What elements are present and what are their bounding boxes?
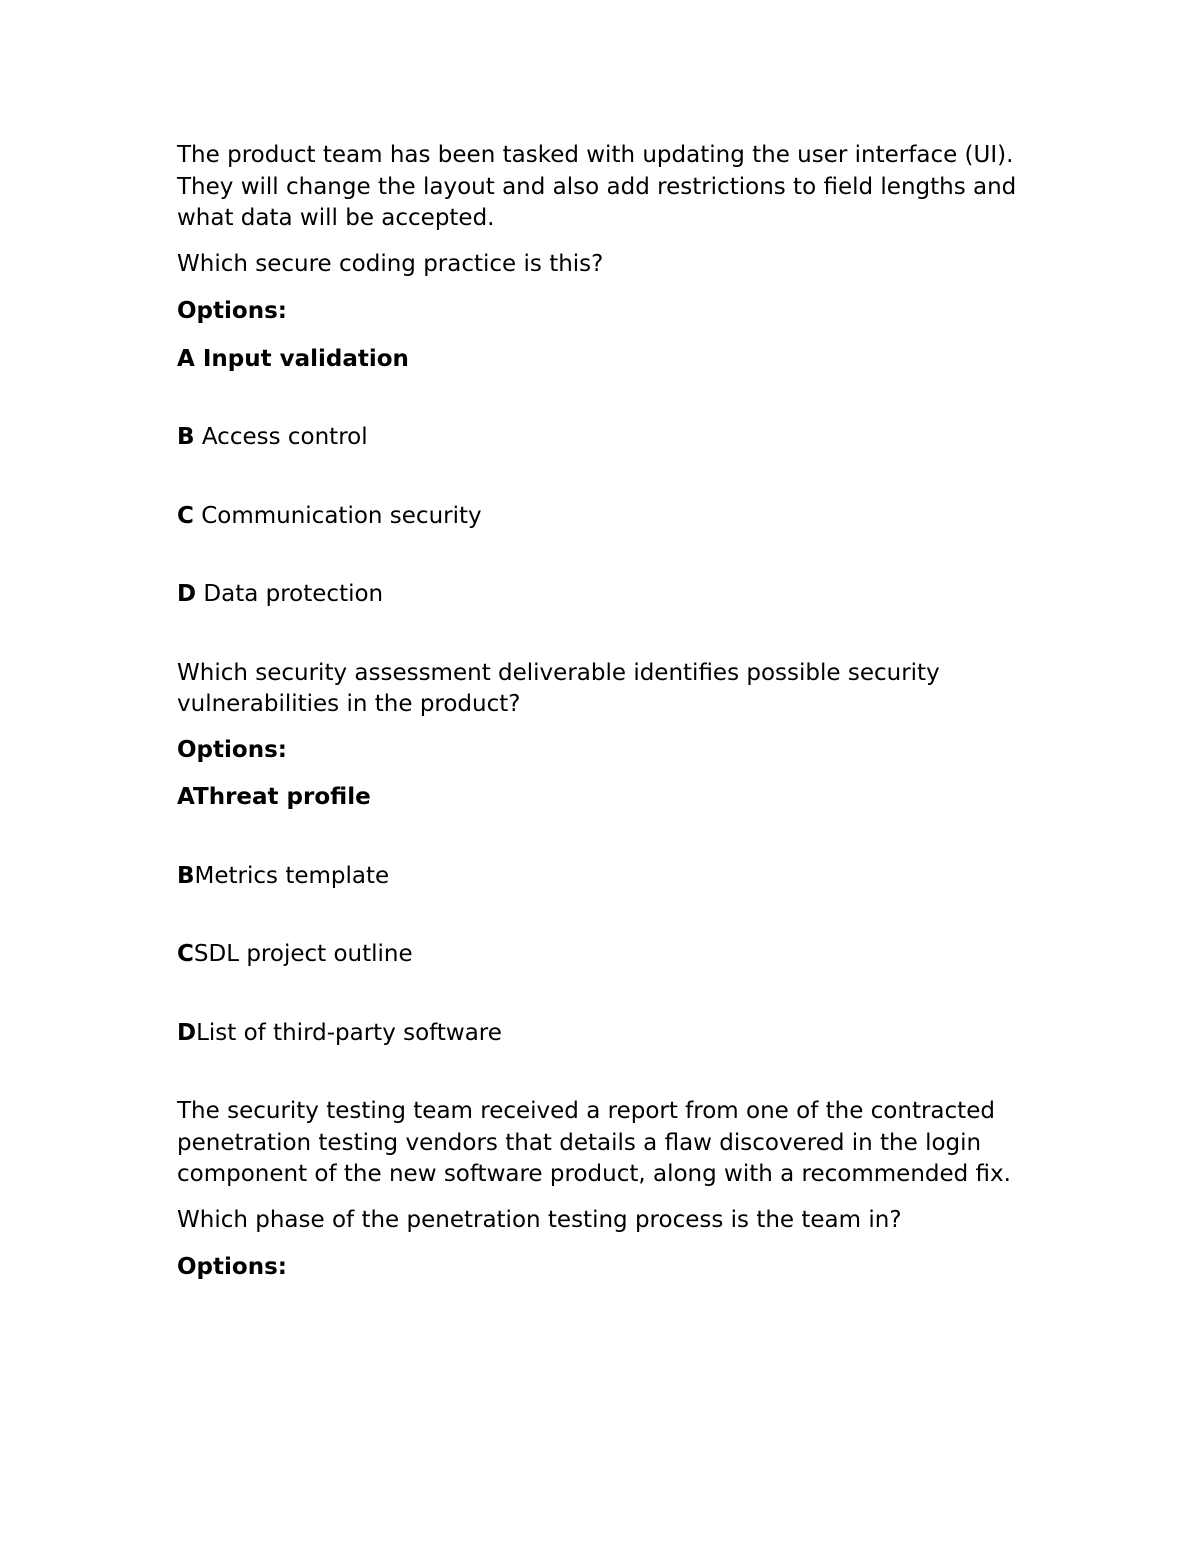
question-2-option-b — [177, 861, 1037, 893]
question-2-stem: Which security assessment deliverable identifies possible security vulnerabilities in the product? — [177, 659, 940, 717]
option-text: Threat profile — [193, 784, 371, 810]
question-1-option-a — [177, 344, 1037, 376]
question-3-prompt: Which phase of the penetration testing process is the team in? — [177, 1206, 902, 1233]
option-letter: B — [177, 862, 195, 889]
question-1-prompt: Which secure coding practice is this? — [177, 250, 604, 277]
question-2-option-d — [177, 1018, 1037, 1050]
option-text: Communication security — [193, 502, 482, 529]
question-2-options-label: Options: — [177, 736, 287, 763]
option-letter: A — [177, 345, 203, 372]
option-letter: C — [177, 941, 194, 967]
option-letter: C — [177, 502, 194, 529]
question-1-option-c — [177, 501, 1037, 533]
question-3-options-label: Options: — [177, 1254, 287, 1280]
option-text: SDL project outline — [193, 941, 413, 967]
question-1-option-b — [177, 422, 1037, 454]
option-letter: B — [177, 424, 195, 450]
question-1-options-label: Options: — [177, 298, 287, 324]
question-1-option-d — [177, 579, 1037, 611]
question-1-stem: The product team has been tasked with updating the user interface (UI). They will change the layout and also add restrictions to field lengths and what data will be accepted. — [177, 142, 1017, 231]
document-page — [177, 140, 1037, 1300]
question-2-option-a — [177, 782, 1037, 814]
question-1 — [177, 140, 1037, 611]
option-letter: D — [177, 1019, 197, 1046]
question-2 — [177, 658, 1037, 1050]
option-text: Metrics template — [194, 862, 390, 889]
option-letter: D — [177, 581, 197, 607]
option-text: List of third-party software — [196, 1019, 502, 1046]
option-letter: A — [177, 784, 194, 810]
option-text: Data protection — [196, 581, 384, 607]
option-text: Input validation — [202, 345, 409, 372]
question-2-option-c — [177, 939, 1037, 971]
question-3 — [177, 1096, 1037, 1284]
option-text: Access control — [194, 424, 368, 450]
question-3-stem: The security testing team received a report from one of the contracted penetration testing vendors that details a flaw discovered in the login component of the new software product, along with a recommended fix. — [177, 1098, 1011, 1187]
